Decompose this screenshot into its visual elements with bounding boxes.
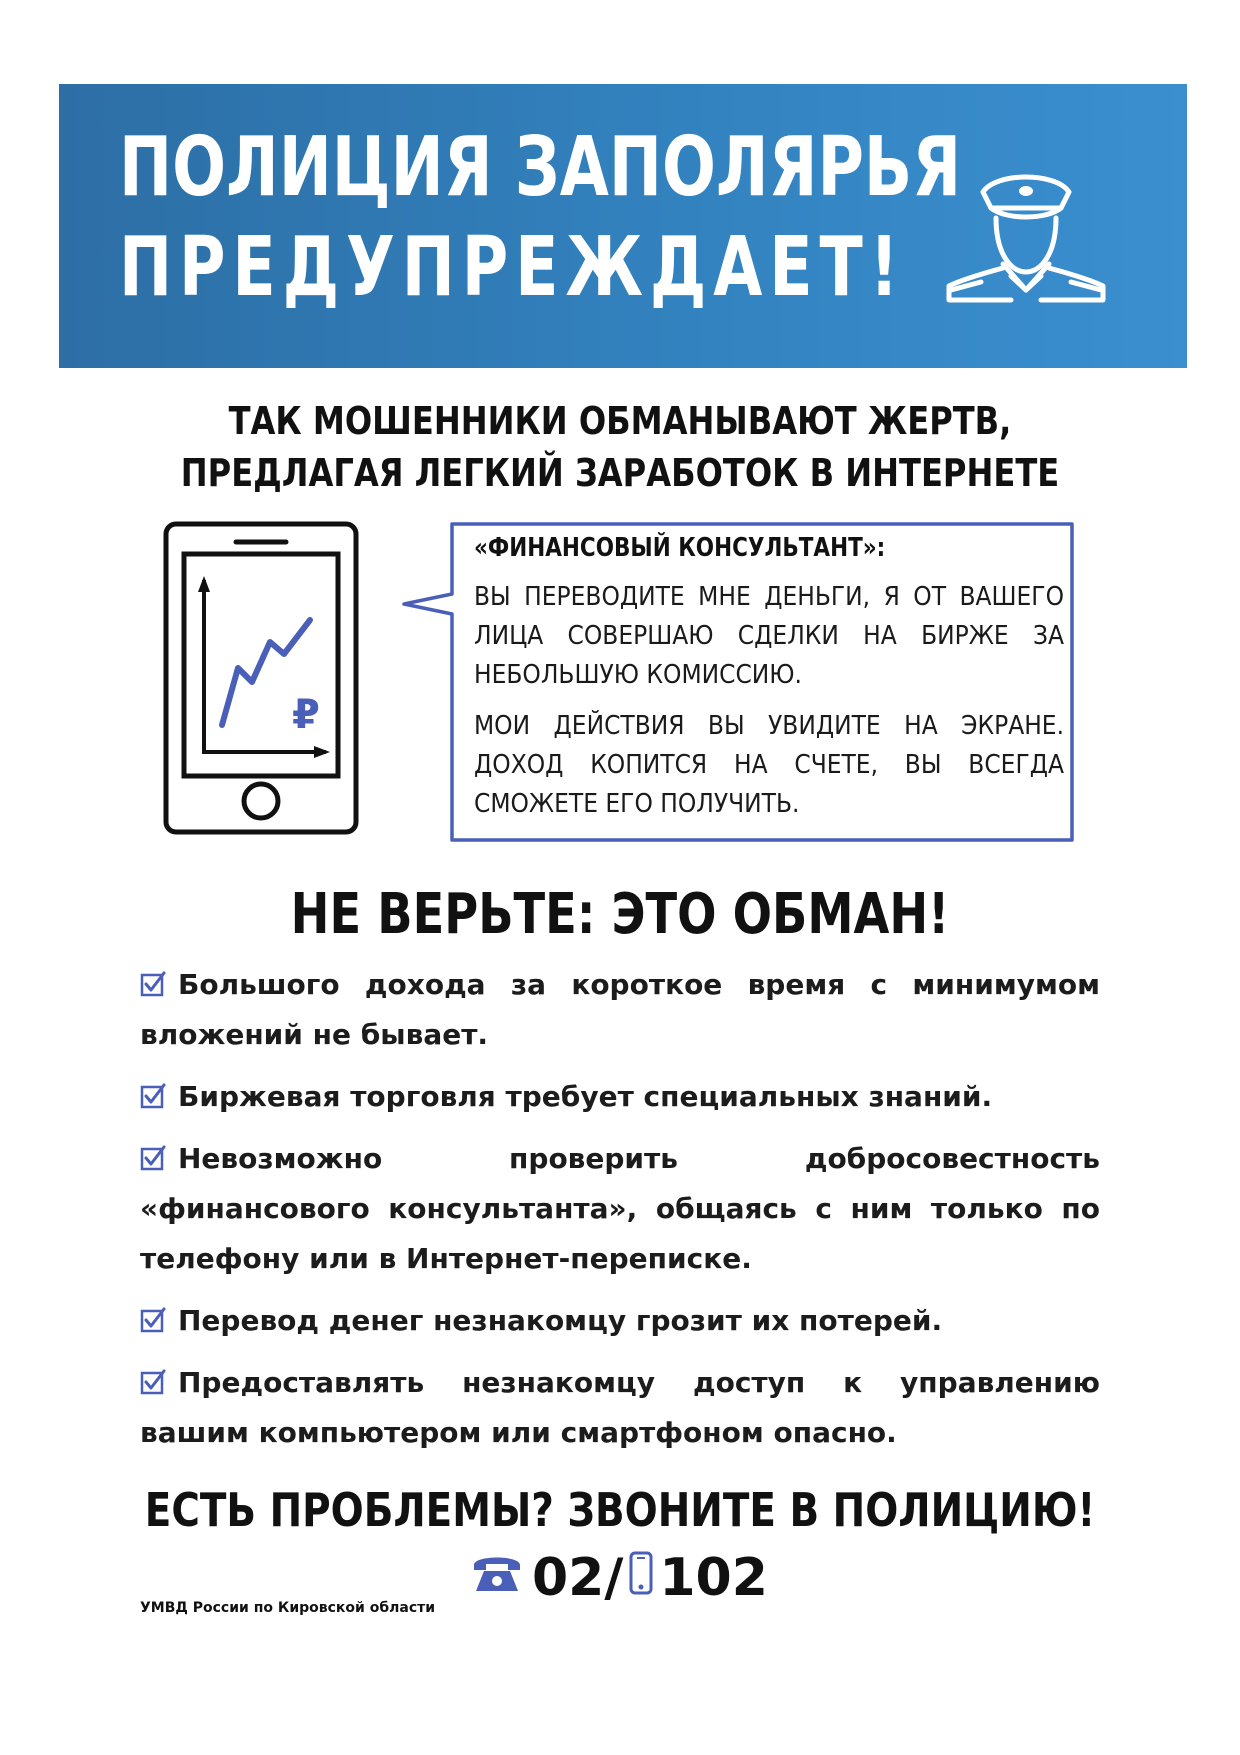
ruble-sign: ₽ [292, 692, 320, 738]
fact-text: Перевод денег незнакомцу грозит их потерей. [178, 1304, 943, 1337]
footer-organization: УМВД России по Кировской области [140, 1600, 436, 1616]
checkbox-checked-icon [140, 1307, 166, 1333]
fact-text: Биржевая торговля требует специальных знаний. [178, 1080, 993, 1113]
landline-number: 02/ [532, 1548, 624, 1608]
speech-bubble-paragraph-2: МОИ ДЕЙСТВИЯ ВЫ УВИДИТЕ НА ЭКРАНЕ. ДОХОД КОПИТСЯ НА СЧЕТЕ, ВЫ ВСЕГДА СМОЖЕТЕ ЕГО ПОЛУЧИТЬ. [474, 711, 1064, 819]
subheading-line1: ТАК МОШЕННИКИ ОБМАНЫВАЮТ ЖЕРТВ, [228, 399, 1012, 443]
mobile-phone-icon [629, 1548, 653, 1608]
checkbox-checked-icon [140, 1083, 166, 1109]
police-officer-icon [941, 164, 1111, 304]
header-banner [59, 84, 1187, 368]
list-item [140, 1072, 1100, 1122]
fact-text: Предоставлять незнакомцу доступ к управлению вашим компьютером или смартфоном опасно. [140, 1366, 1100, 1449]
banner-title-line1: ПОЛИЦИЯ ЗАПОЛЯРЬЯ [119, 120, 962, 215]
mobile-number: 102 [659, 1548, 768, 1608]
smartphone-chart-icon [160, 520, 370, 840]
subheading-line2: ПРЕДЛАГАЯ ЛЕГКИЙ ЗАРАБОТОК В ИНТЕРНЕТЕ [180, 451, 1060, 495]
emergency-numbers [470, 1545, 768, 1611]
checkbox-checked-icon [140, 971, 166, 997]
banner-title [119, 118, 961, 318]
list-item [140, 1134, 1100, 1284]
list-item [140, 1358, 1100, 1458]
warning-heading: НЕ ВЕРЬТЕ: ЭТО ОБМАН! [290, 882, 950, 947]
banner-title-line2: ПРЕДУПРЕЖДАЕТ! [119, 220, 906, 315]
facts-list [140, 960, 1100, 1470]
fact-text: Невозможно проверить добросовестность «финансового консультанта», общаясь с ним только по телефону или в Интернет-переписке. [140, 1142, 1100, 1275]
fact-text: Большого дохода за короткое время с минимумом вложений не бывает. [140, 968, 1100, 1051]
list-item [140, 1296, 1100, 1346]
list-item [140, 960, 1100, 1060]
speech-bubble-title: «ФИНАНСОВЫЙ КОНСУЛЬТАНТ»: [474, 533, 886, 563]
checkbox-checked-icon [140, 1145, 166, 1171]
speech-bubble-paragraph-1: ВЫ ПЕРЕВОДИТЕ МНЕ ДЕНЬГИ, Я ОТ ВАШЕГО ЛИЦА СОВЕРШАЮ СДЕЛКИ НА БИРЖЕ ЗА НЕБОЛЬШУЮ КОМИССИЮ. [474, 582, 1064, 690]
telephone-icon [470, 1548, 524, 1608]
subheading [94, 395, 1147, 499]
checkbox-checked-icon [140, 1369, 166, 1395]
speech-bubble-content [474, 530, 1064, 836]
call-to-action-heading: ЕСТЬ ПРОБЛЕМЫ? ЗВОНИТЕ В ПОЛИЦИЮ! [144, 1483, 1096, 1537]
